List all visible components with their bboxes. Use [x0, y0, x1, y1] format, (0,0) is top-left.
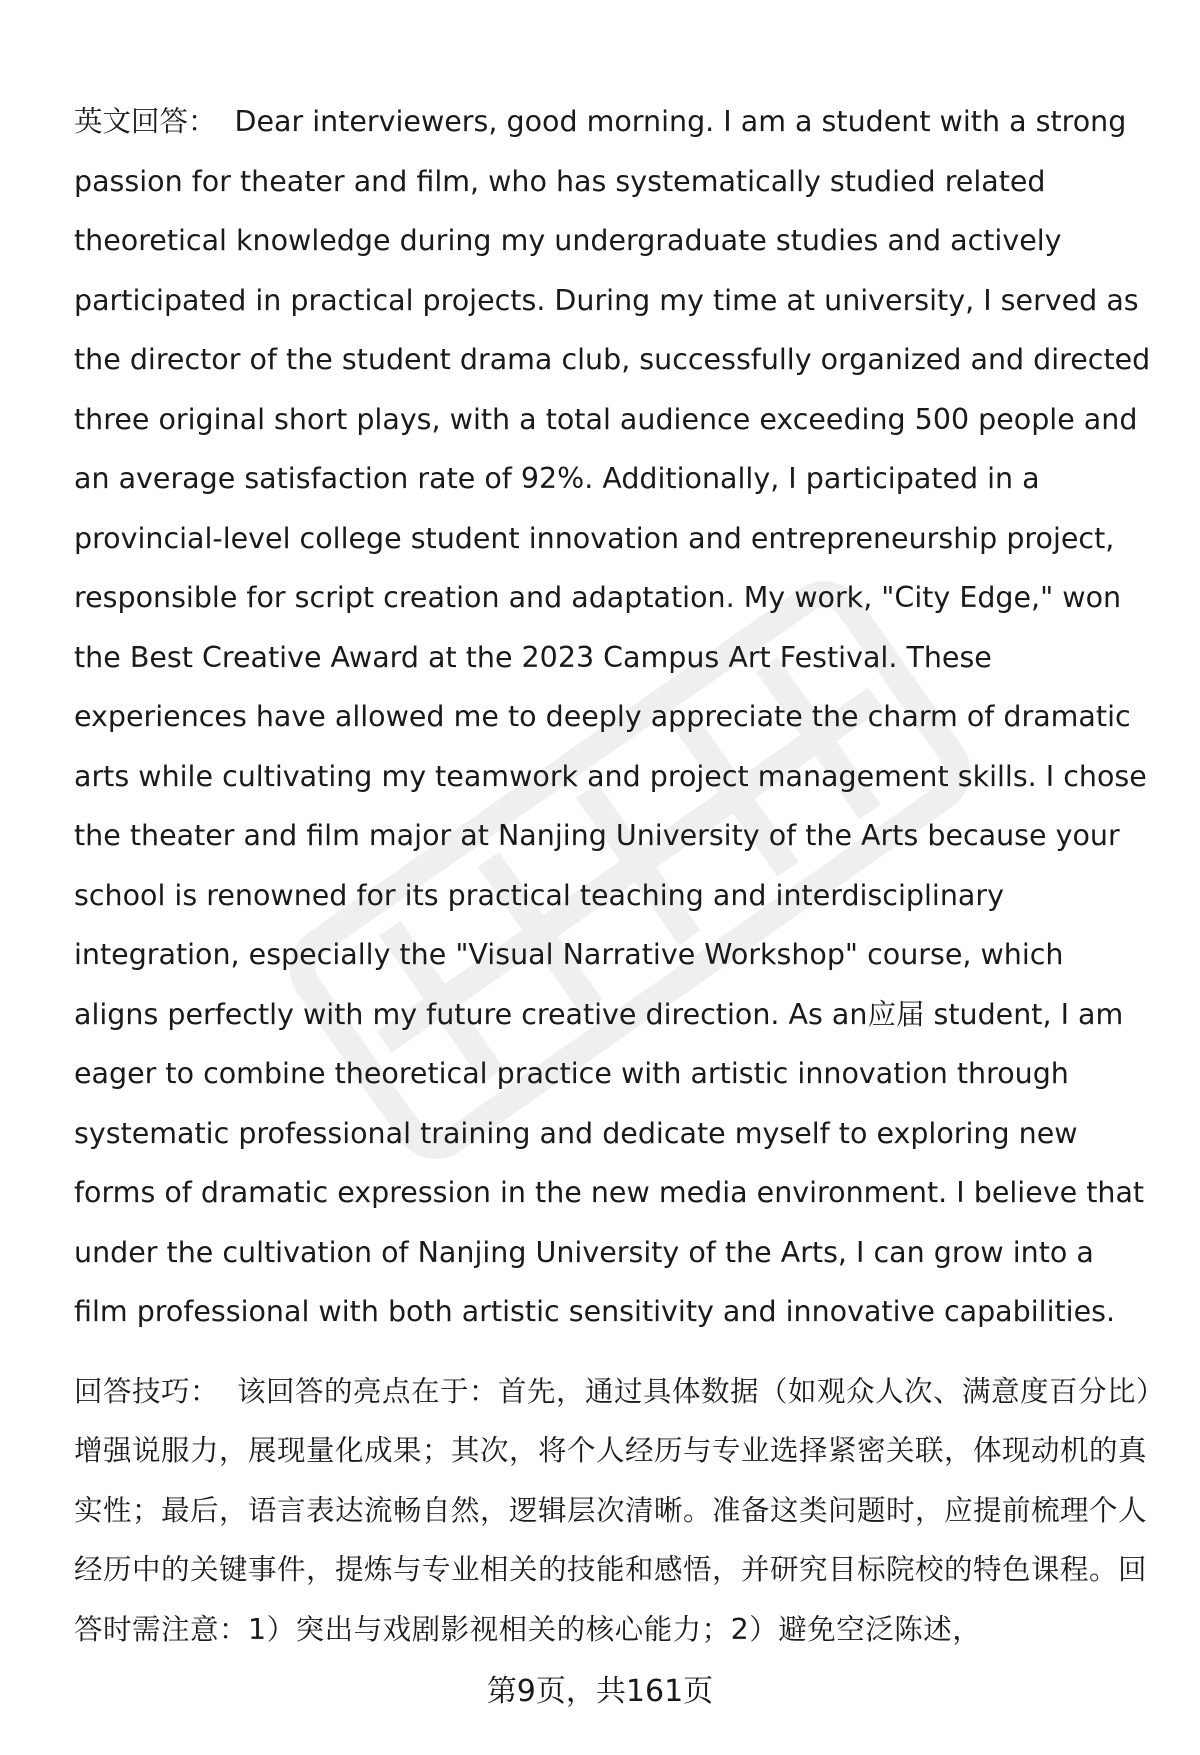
answer-tips-text: 该回答的亮点在于：首先，通过具体数据（如观众人次、满意度百分比）增强说服力，展现量化成果；其次，将个人经历与专业选择紧密关联，体现动机的真实性；最后，语言表达流畅自然，逻辑层次清晰。准备这类问题时，应提前梳理个人经历中的关键事件，提炼与专业相关的技能和感悟，并研究目标院校的特色课程。回答时需注意：1）突出与戏剧影视相关的核心能力；2）避免空泛陈述， [74, 1374, 1151, 1646]
answer-tips-label: 回答技巧： [74, 1374, 220, 1408]
document-body [74, 92, 1154, 1659]
english-answer-text: Dear interviewers, good morning. I am a student with a strong passion for theater and film, who has systematically studied related theoretical knowledge during my undergraduate studies and actively participated in practical projects. During my time at university, I served as the director of the student drama club, successfully organized and directed three original short plays, with a total audience exceeding 500 people and an average satisfaction rate of 92%. Additionally, I participated in a provincial-level college student innovation and entrepreneurship project, responsible for script creation and adaptation. My work, "City Edge," won the Best Creative Award at the 2023 Campus Art Festival. These experiences have allowed me to deeply appreciate the charm of dramatic arts while cultivating my teamwork and project management skills. I chose the theater and film major at Nanjing University of the Arts because your school is renowned for its practical teaching and interdisciplinary integration, especially the "Visual Narrative Workshop" course, which aligns perfectly with my future creative direction. As an应届 student, I am eager to combine theoretical practice with artistic innovation through systematic professional training and dedicate myself to exploring new forms of dramatic expression in the new media environment. I believe that under the cultivation of Nanjing University of the Arts, I can grow into a film professional with both artistic sensitivity and innovative capabilities. [74, 105, 1151, 1328]
english-answer-label: 英文回答： [74, 105, 217, 138]
page-number-footer: 第9页，共161页 [486, 1674, 714, 1709]
english-answer-paragraph [74, 92, 1154, 1342]
answer-tips-paragraph [74, 1362, 1154, 1660]
